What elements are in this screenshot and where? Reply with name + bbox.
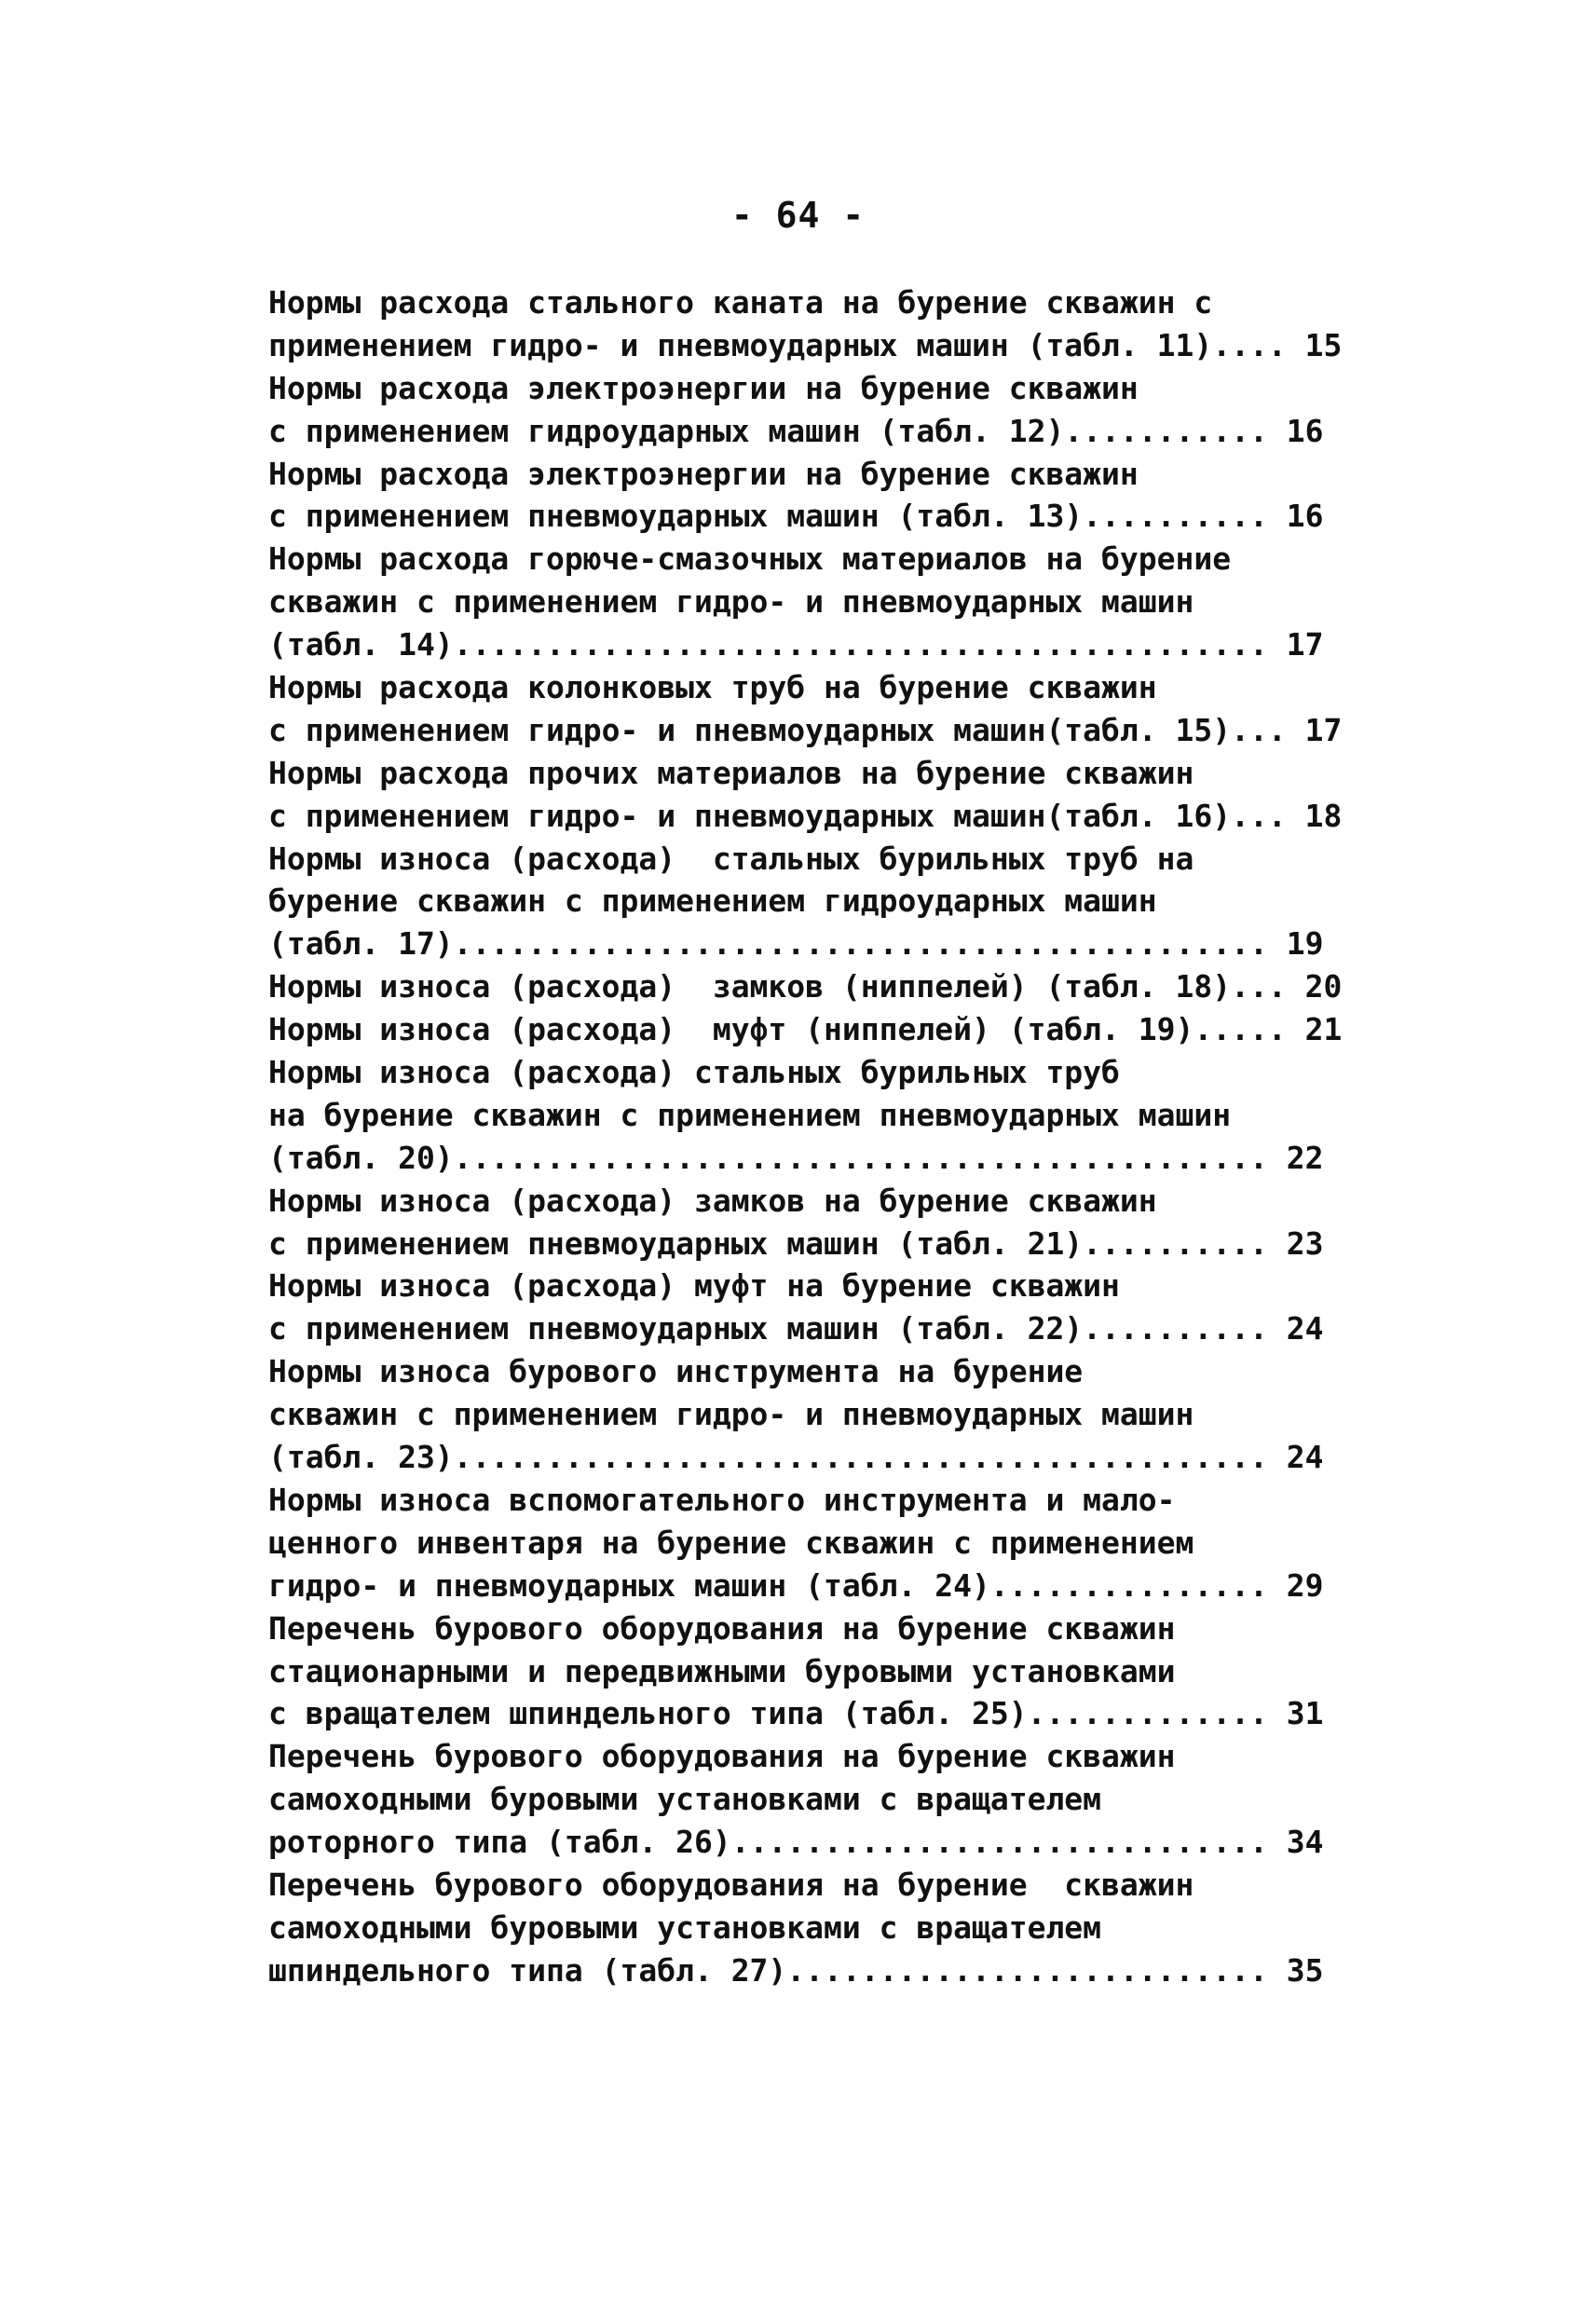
toc-line: Нормы расхода электроэнергии на бурение скважин <box>268 369 1139 406</box>
toc-line: с применением пневмоударных машин (табл. 21).......... 23 <box>268 1224 1324 1262</box>
toc-line: скважин с применением гидро- и пневмоударных машин <box>268 583 1194 621</box>
toc-line: Нормы расхода горюче-смазочных материалов на бурение <box>268 540 1232 578</box>
toc-line: (табл. 20)............................................ 22 <box>268 1139 1324 1176</box>
toc-line: Нормы износа (расхода) стальных бурильных труб на <box>268 840 1194 877</box>
toc-line: Нормы расхода стального каната на бурение скважин с <box>268 284 1213 321</box>
toc-line: Нормы износа (расхода) замков на бурение скважин <box>268 1182 1157 1219</box>
toc-line: Перечень бурового оборудования на бурение скважин <box>268 1738 1176 1775</box>
toc-line: Нормы расхода электроэнергии на бурение скважин <box>268 455 1139 492</box>
toc-line: Нормы износа (расхода) стальных бурильных труб <box>268 1054 1120 1091</box>
toc-line: роторного типа (табл. 26)............................. 34 <box>268 1824 1324 1861</box>
toc-line: Нормы износа (расхода) муфт на бурение скважин <box>268 1267 1120 1305</box>
toc-line: ценного инвентаря на бурение скважин с применением <box>268 1524 1194 1561</box>
toc-line: (табл. 17)............................................ 19 <box>268 925 1324 963</box>
toc-line: стационарными и передвижными буровыми установками <box>268 1652 1176 1689</box>
toc-line: самоходными буровыми установками с вращателем <box>268 1908 1102 1946</box>
toc-line: бурение скважин с применением гидроударных машин <box>268 882 1157 920</box>
table-of-contents <box>268 281 1368 1992</box>
toc-line: (табл. 23)............................................ 24 <box>268 1439 1324 1476</box>
toc-line: Нормы износа (расхода) замков (ниппелей) (табл. 18)... 20 <box>268 968 1343 1005</box>
toc-line: самоходными буровыми установками с вращателем <box>268 1781 1102 1818</box>
toc-line: применением гидро- и пневмоударных машин (табл. 11).... 15 <box>268 326 1343 363</box>
toc-line: с применением пневмоударных машин (табл. 22).......... 24 <box>268 1310 1324 1347</box>
toc-line: Нормы износа вспомогательного инструмента и мало- <box>268 1481 1176 1518</box>
toc-line: (табл. 14)............................................ 17 <box>268 626 1324 663</box>
toc-line: Нормы расхода колонковых труб на бурение скважин <box>268 669 1157 706</box>
toc-line: с применением гидро- и пневмоударных машин(табл. 16)... 18 <box>268 797 1343 834</box>
toc-line: Перечень бурового оборудования на бурение скважин <box>268 1866 1194 1903</box>
toc-line: на бурение скважин с применением пневмоударных машин <box>268 1096 1232 1133</box>
toc-line: Нормы износа (расхода) муфт (ниппелей) (табл. 19)..... 21 <box>268 1011 1343 1048</box>
toc-line: с применением гидроударных машин (табл. 12)........... 16 <box>268 412 1324 449</box>
toc-line: гидро- и пневмоударных машин (табл. 24)............... 29 <box>268 1566 1324 1604</box>
toc-line: Перечень бурового оборудования на бурение скважин <box>268 1609 1176 1647</box>
toc-line: Нормы расхода прочих материалов на бурение скважин <box>268 754 1194 791</box>
toc-line: с вращателем шпиндельного типа (табл. 25)............. 31 <box>268 1695 1324 1732</box>
toc-line: шпиндельного типа (табл. 27).......................... 35 <box>268 1951 1324 1989</box>
toc-line: скважин с применением гидро- и пневмоударных машин <box>268 1396 1194 1433</box>
toc-line: с применением пневмоударных машин (табл. 13).......... 16 <box>268 498 1324 535</box>
toc-line: с применением гидро- и пневмоударных машин(табл. 15)... 17 <box>268 711 1343 748</box>
page-number: - 64 - <box>730 195 866 236</box>
toc-line: Нормы износа бурового инструмента на бурение <box>268 1353 1084 1390</box>
